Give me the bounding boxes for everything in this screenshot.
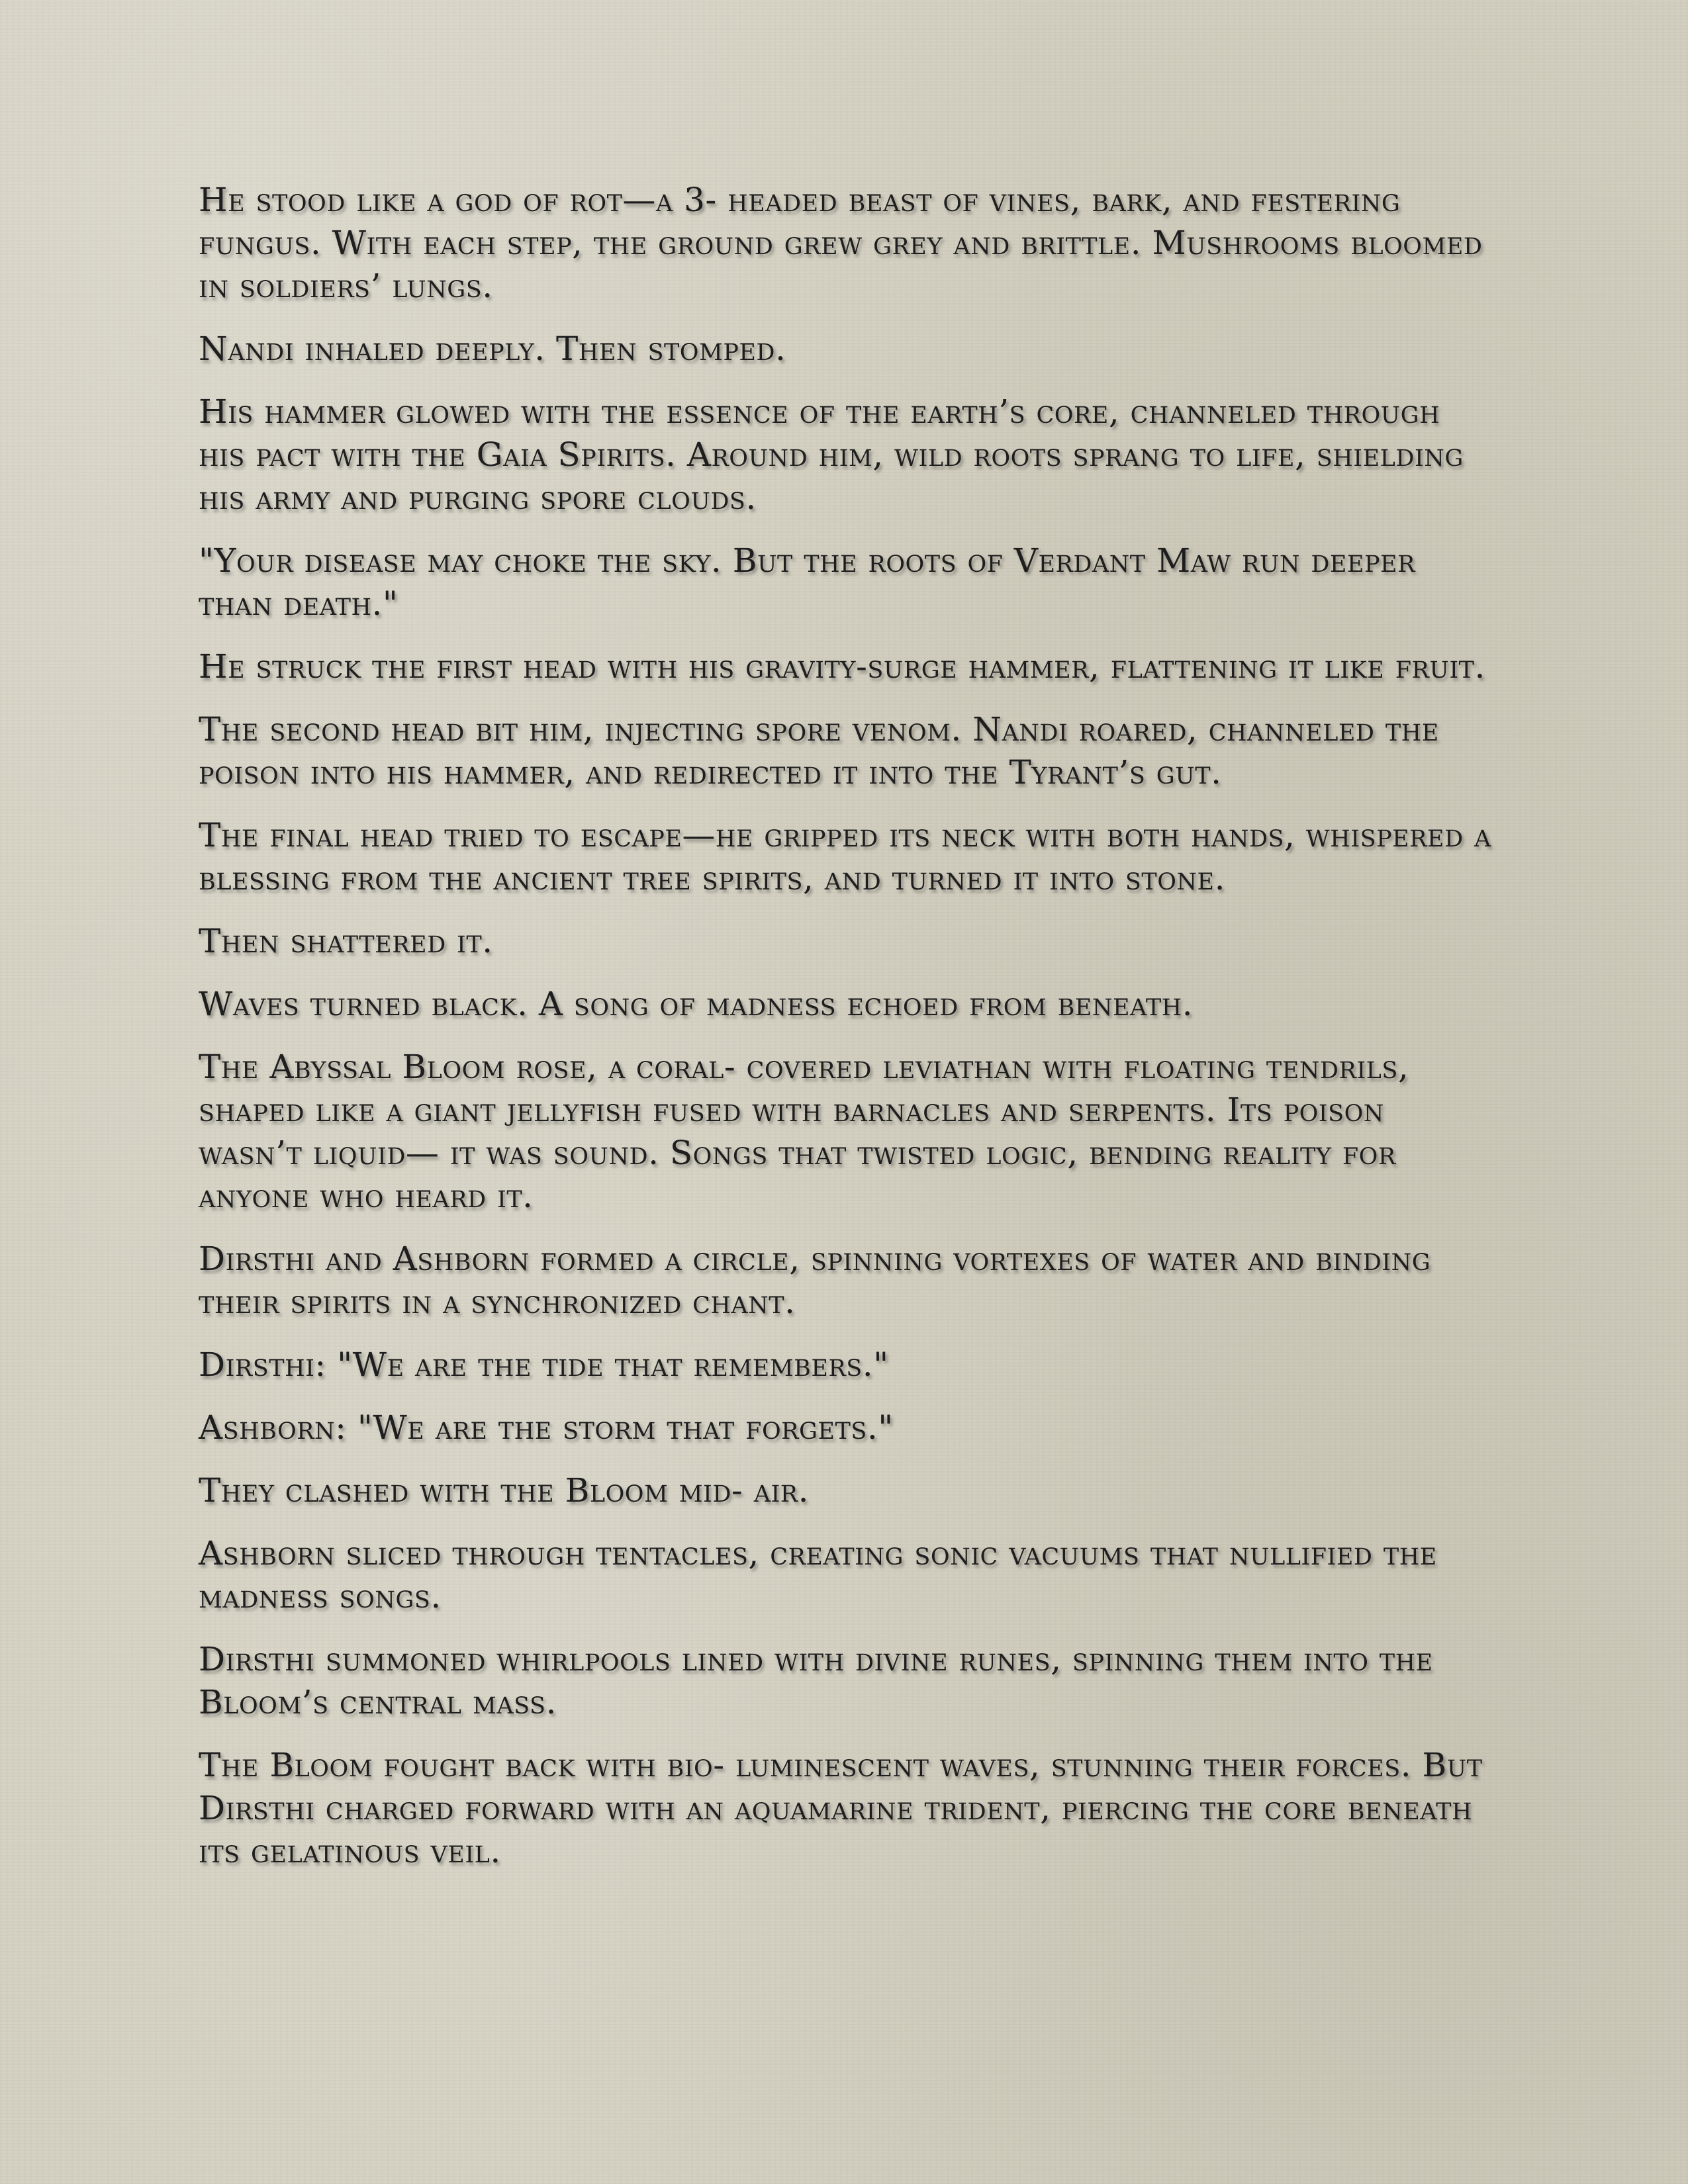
paragraph: He stood like a god of rot—a 3- headed beast of vines, bark, and festering fungus. With each step, the ground grew grey and brittle. Mushrooms bloomed in soldiers’ lungs. xyxy=(199,181,1483,305)
paragraph: Dirsthi: "We are the tide that remembers." xyxy=(199,1345,889,1384)
paragraph: The Abyssal Bloom rose, a coral- covered leviathan with floating tendrils, shaped like a giant jellyfish fused with barnacles and serpents. Its poison wasn’t liquid— it was sound. Songs that twisted logic, bending reality for anyone who heard it. xyxy=(199,1048,1409,1215)
paragraph: The final head tried to escape—he gripped its neck with both hands, whispered a blessing from the ancient tree spirits, and turned it into stone. xyxy=(199,816,1491,897)
paragraph: Nandi inhaled deeply. Then stomped. xyxy=(199,330,786,368)
paragraph: Dirsthi summoned whirlpools lined with divine runes, spinning them into the Bloom’s central mass. xyxy=(199,1640,1433,1721)
paragraph: Dirsthi and Ashborn formed a circle, spinning vortexes of water and binding their spirits in a synchronized chant. xyxy=(199,1240,1431,1321)
paragraph: Waves turned black. A song of madness echoed from beneath. xyxy=(199,985,1194,1023)
story-text xyxy=(199,179,1496,1893)
paragraph: Then shattered it. xyxy=(199,922,493,960)
paragraph: His hammer glowed with the essence of the earth’s core, channeled through his pact with the Gaia Spirits. Around him, wild roots sprang to life, shielding his army and purging spore clouds. xyxy=(199,392,1464,517)
paragraph: Ashborn: "We are the storm that forgets." xyxy=(199,1408,894,1447)
paragraph: The second head bit him, injecting spore venom. Nandi roared, channeled the poison into his hammer, and redirected it into the Tyrant’s gut. xyxy=(199,710,1439,792)
paragraph: "Your disease may choke the sky. But the roots of Verdant Maw run deeper than death." xyxy=(199,541,1415,623)
paragraph: The Bloom fought back with bio- luminescent waves, stunning their forces. But Dirsthi charged forward with an aquamarine trident, piercing the core beneath its gelatinous veil. xyxy=(199,1746,1483,1870)
paragraph: Ashborn sliced through tentacles, creating sonic vacuums that nullified the madness songs. xyxy=(199,1534,1437,1615)
paragraph: They clashed with the Bloom mid- air. xyxy=(199,1471,810,1510)
paragraph: He struck the first head with his gravity-surge hammer, flattening it like fruit. xyxy=(199,647,1485,686)
